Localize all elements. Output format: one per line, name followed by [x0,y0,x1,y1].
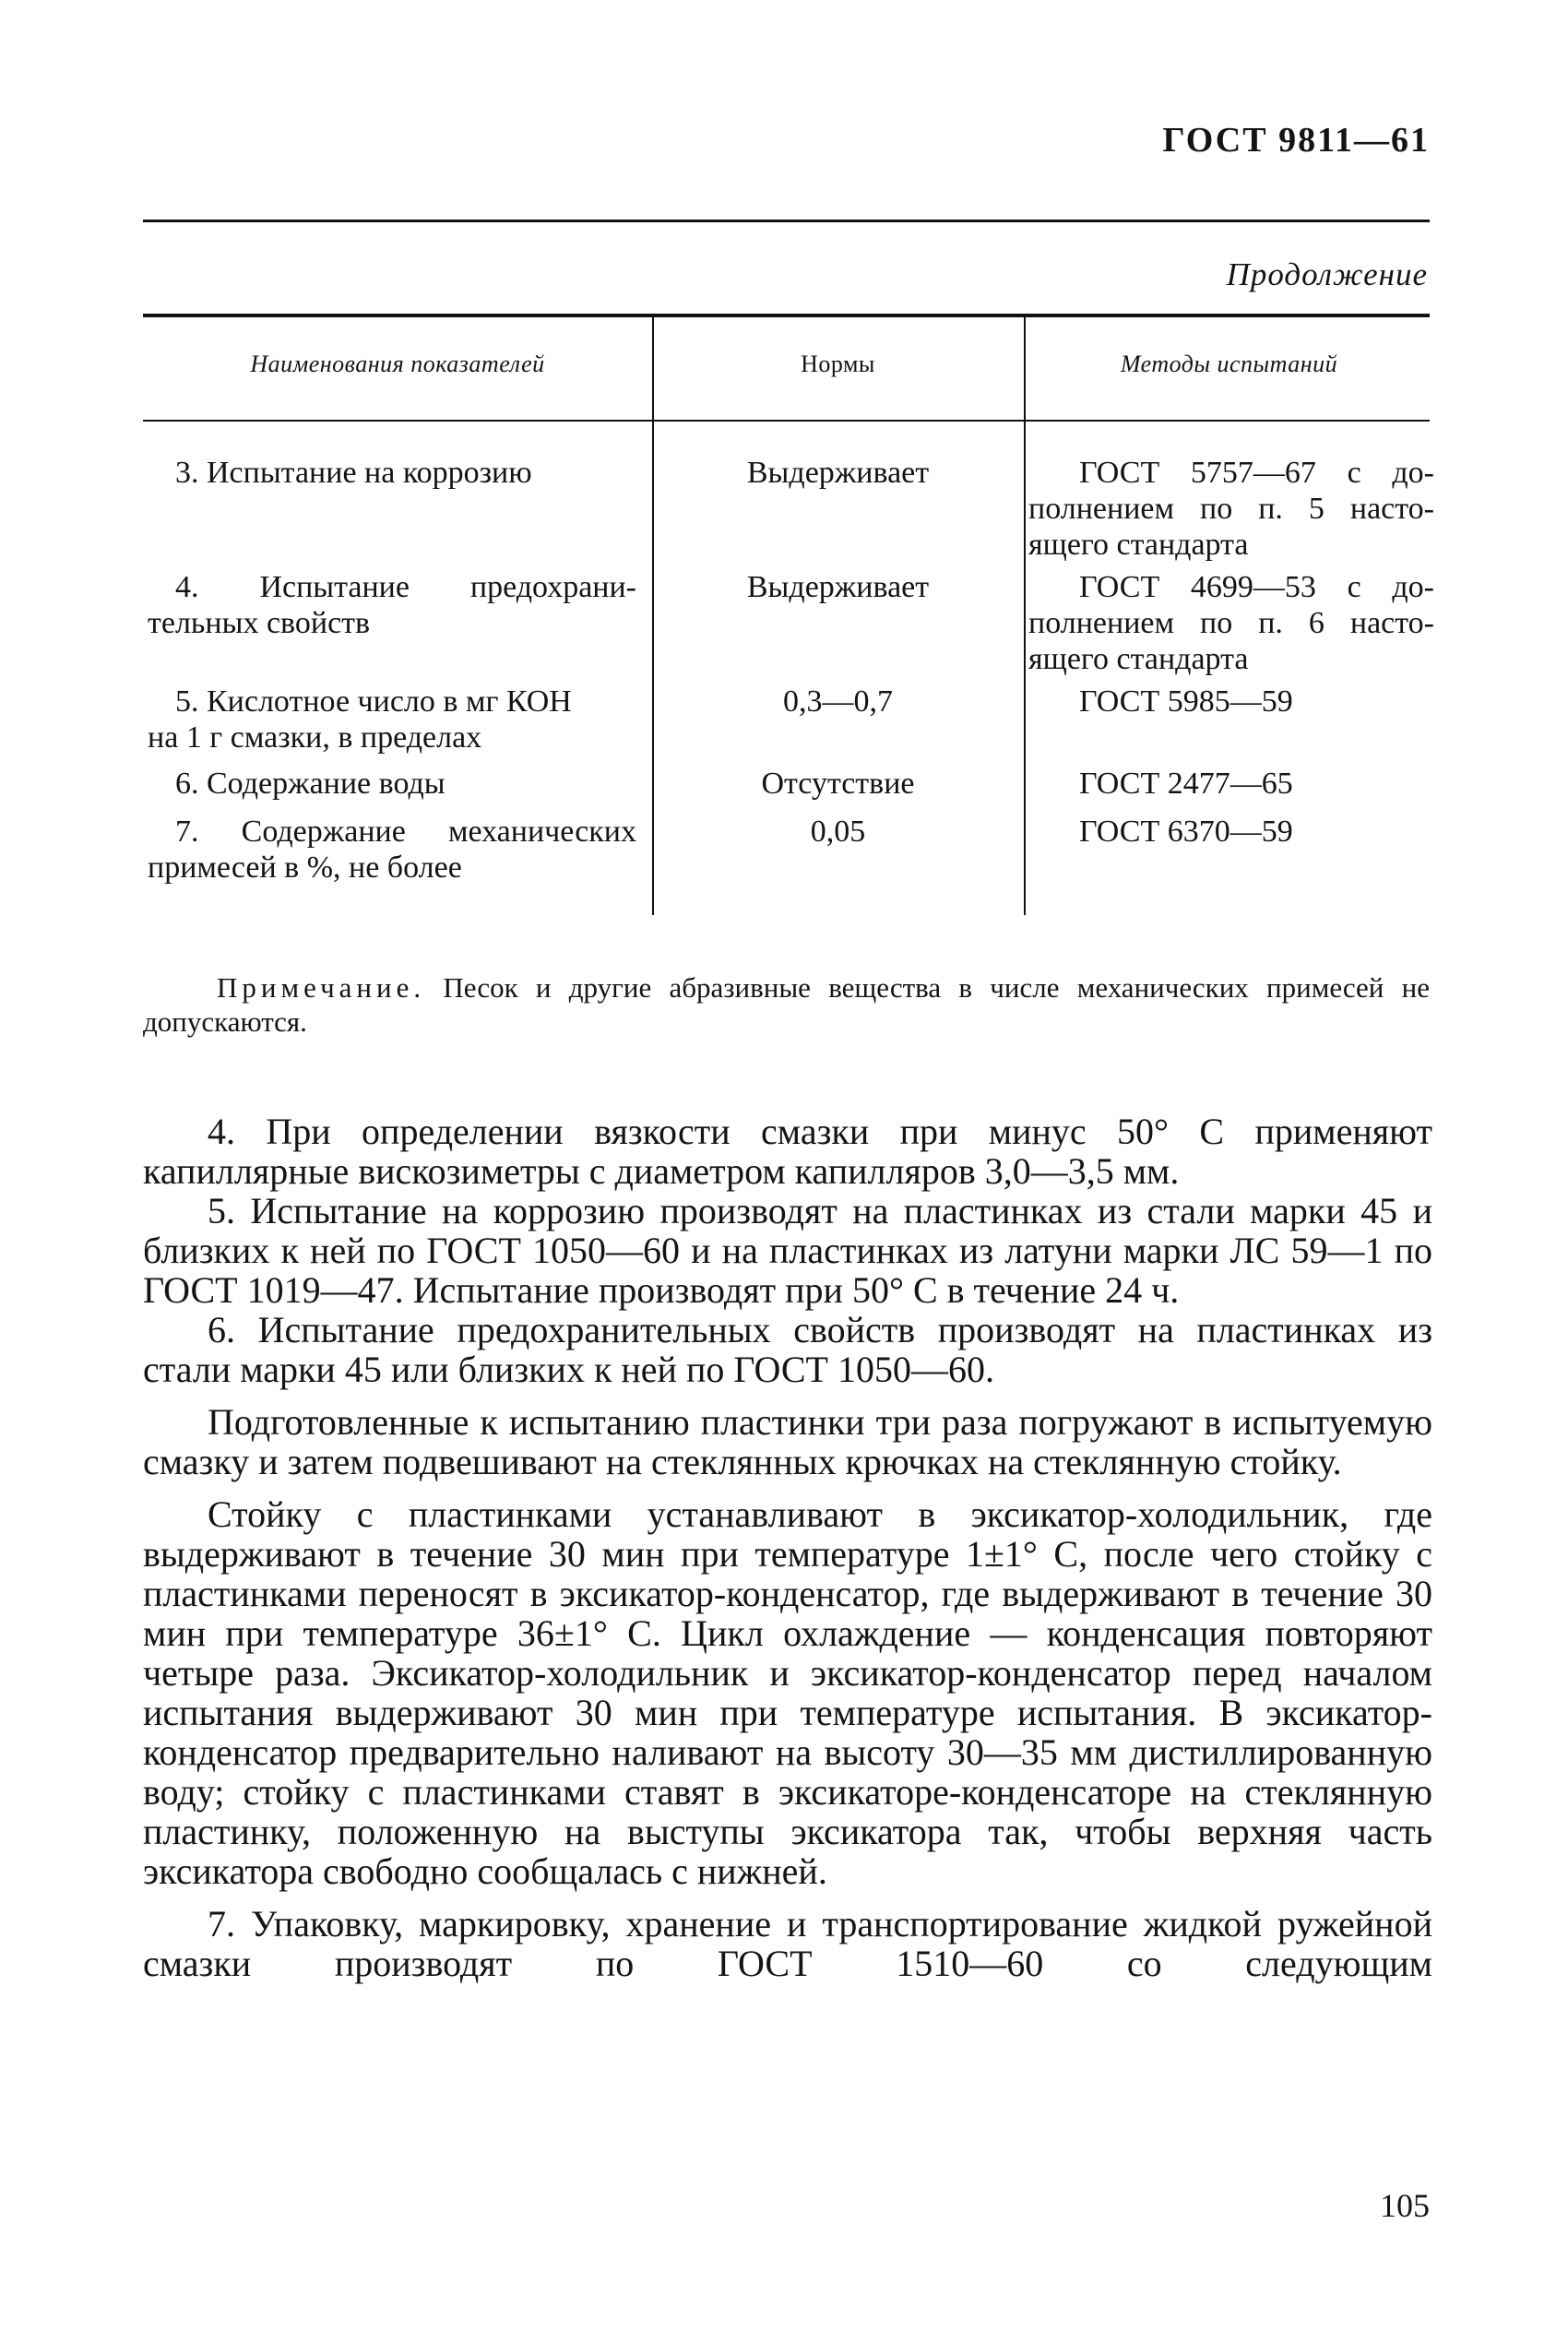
row-name-line: 3. Испытание на коррозию [175,456,532,490]
method-line: ГОСТ 6370—59 [1079,815,1293,849]
method-line: ГОСТ 5985—59 [1079,684,1293,719]
table-row-norm: Отсутствие [761,767,915,801]
row-name-line: на 1 г смазки, в пределах [148,720,482,755]
table-row-method [1079,814,1434,850]
paragraph: 4. При определении вязкости смазки при минус 50° С применяют капиллярные вискозиметры с диаметром капилляров 3,0—3,5 мм. [143,1111,1432,1192]
row-name-line: 7. Содержание механических [175,815,636,849]
body-text [143,1112,1432,1983]
table-row-name [148,684,636,755]
row-name-line: 6. Содержание воды [175,767,445,801]
method-line: ГОСТ 5757—67 с до- [1079,456,1434,490]
table-column-divider [1024,317,1026,915]
table-note [143,970,1430,1039]
table-row-method [1079,766,1434,802]
row-name-line: тельных свойств [148,606,371,640]
paragraph: 6. Испытание предохранительных свойств производят на пластинках из стали марки 45 или близких к ней по ГОСТ 1050—60. [143,1309,1432,1390]
table-row-method [1028,569,1434,677]
method-line: ящего стандарта [1028,642,1249,676]
column-header-norms: Нормы [801,351,875,377]
row-name-line: примесей в %, не более [148,850,462,885]
method-line: ГОСТ 2477—65 [1079,767,1293,801]
table-row-name [148,569,636,641]
note-label: Примечание. [217,971,426,1004]
document-code: ГОСТ 9811—61 [1162,121,1430,160]
table-top-rule [143,314,1430,317]
paragraph: 5. Испытание на коррозию производят на пластинках из стали марки 45 и близких к ней по ГОСТ 1050—60 и на пластинках из латуни марки ЛС 59—1 по ГОСТ 1019—47. Испытание производят при 50° С в течение 24 ч. [143,1190,1432,1311]
page-number: 105 [1380,2187,1430,2224]
table-column-divider [652,317,654,915]
continuation-label: Продолжение [1226,256,1428,292]
table-row-norm: Выдерживает [746,456,930,490]
table-row-norm: 0,05 [810,815,866,849]
table-row-name [148,814,636,886]
note-text: Песок и другие абразивные вещества в числе механических примесей не допускаются. [143,971,1430,1038]
paragraph: 7. Упаковку, маркировку, хранение и транспортирование жидкой ружейной смазки производят по ГОСТ 1510—60 со следующим [143,1903,1432,1984]
column-header-methods: Методы испытаний [1120,351,1338,377]
method-line: ГОСТ 4699—53 с до- [1079,570,1434,604]
row-name-line: 5. Кислотное число в мг КОН [175,684,572,719]
method-line: полнением по п. 5 насто- [1028,492,1434,526]
method-line: ящего стандарта [1028,528,1249,562]
table-row-norm: 0,3—0,7 [783,684,893,719]
table-row-name [148,766,636,802]
row-name-line: 4. Испытание предохрани- [175,570,636,604]
column-header-indicators: Наименования показателей [250,351,545,377]
table-row-norm: Выдерживает [746,570,930,604]
table-header-rule [143,420,1430,422]
table-row-method [1028,455,1434,563]
header-rule [143,220,1430,222]
paragraph: Стойку с пластинками устанавливают в эксикатор-холодильник, где выдерживают в течение 30 мин при температуре 1±1° С, после чего стойку с пластинками переносят в эксикатор-конденсатор, где выдерживают в течение 30 мин при температуре 36±1° С. Цикл охлаждение — конденсация повторяют четыре раза. Эксикатор-холодильник и эксикатор-конденсатор перед началом испытания выдерживают 30 мин при температуре испытания. В эксикатор-конденсатор предварительно наливают на высоту 30—35 мм дистиллированную воду; стойку с пластинками ставят в эксикаторе-конденсаторе на стеклянную пластинку, положенную на выступы эксикатора так, чтобы верхняя часть эксикатора свободно сообщалась с нижней. [143,1493,1432,1892]
table-row-name [148,455,636,491]
paragraph: Подготовленные к испытанию пластинки три раза погружают в испытуемую смазку и затем подвешивают на стеклянных крючках на стеклянную стойку. [143,1401,1432,1482]
method-line: полнением по п. 6 насто- [1028,606,1434,640]
table-row-method [1079,684,1434,720]
